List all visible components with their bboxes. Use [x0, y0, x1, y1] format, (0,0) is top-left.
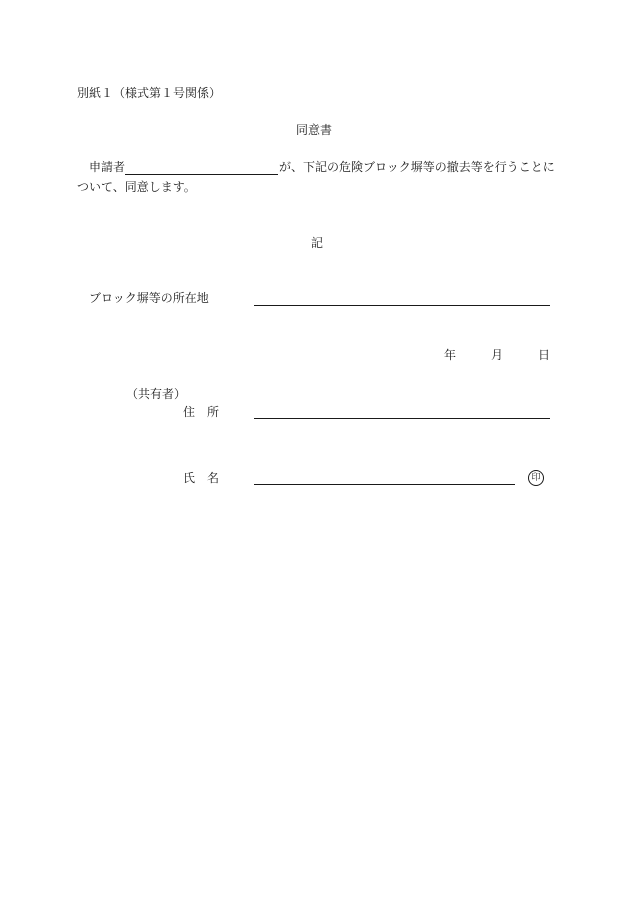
document-title: 同意書	[296, 123, 333, 137]
name-underline	[254, 484, 515, 485]
body-line-2: ついて、同意します。	[77, 180, 196, 194]
location-underline	[254, 305, 550, 306]
record-heading: 記	[311, 236, 324, 250]
month-label: 月	[491, 348, 504, 362]
address-label: 住 所	[183, 405, 220, 419]
applicant-name-underline	[125, 174, 278, 175]
attachment-label: 別紙１（様式第１号関係）	[77, 86, 222, 100]
co-owner-heading: （共有者）	[126, 387, 187, 401]
body-prefix: 申請者	[89, 160, 126, 174]
seal-icon: 印	[528, 470, 544, 486]
body-suffix: が、下記の危険ブロック塀等の撤去等を行うことに	[279, 160, 555, 174]
day-label: 日	[538, 348, 551, 362]
year-label: 年	[444, 348, 457, 362]
name-label: 氏 名	[183, 471, 220, 485]
location-label: ブロック塀等の所在地	[89, 291, 209, 305]
address-underline	[254, 418, 550, 419]
